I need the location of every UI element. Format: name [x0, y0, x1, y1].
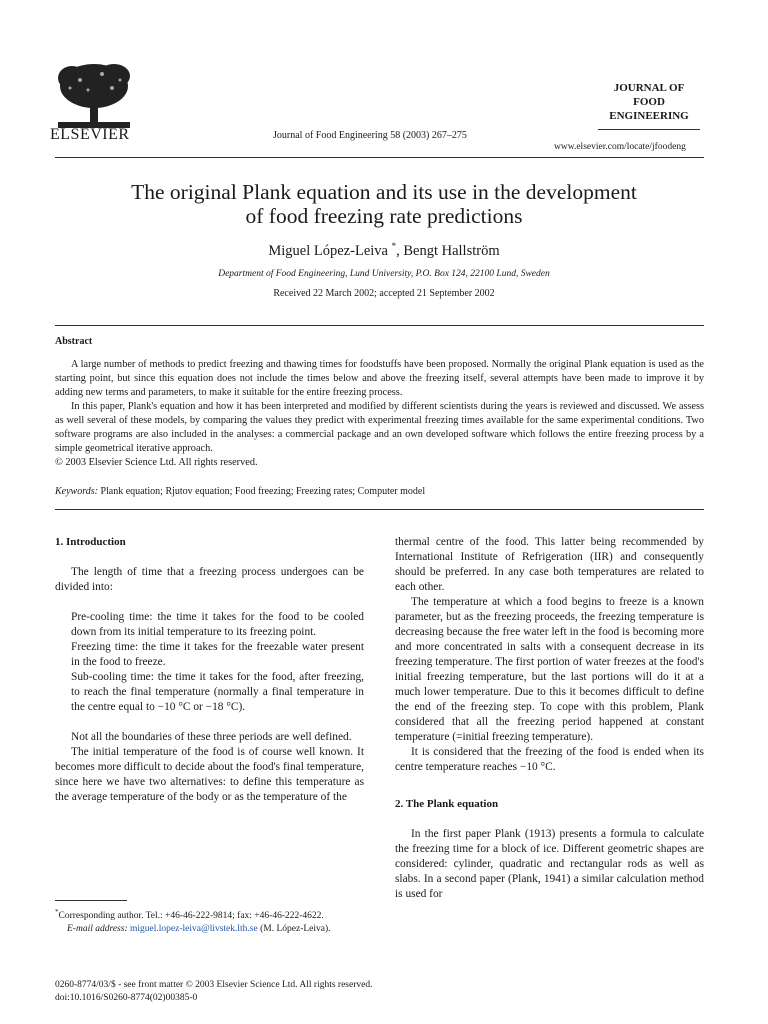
- list-item: Pre-cooling time: the time it takes for the food to be cooled down from its initial temperature to its freezing point.: [71, 611, 364, 638]
- section-heading-plank-equation: 2. The Plank equation: [395, 798, 499, 810]
- body-paragraph: In the first paper Plank (1913) presents a formula to calculate the freezing time for a block of ice. Different geometric shapes are considered: cylinder, quadratic and rectangular rods as well as slabs. In a second paper (Plank, 1941) a similar calculation method is used for: [395, 828, 704, 900]
- email-owner: (M. López-Leiva).: [257, 924, 331, 935]
- received-dates: Received 22 March 2002; accepted 21 September 2002: [273, 288, 495, 299]
- journal-name: [600, 81, 698, 123]
- abstract-body: [55, 358, 704, 470]
- article-title-line: The original Plank equation and its use in the development: [131, 180, 637, 204]
- footnote: [55, 906, 364, 936]
- right-column: [395, 535, 704, 902]
- author-name: Miguel López-Leiva: [268, 242, 388, 259]
- author-affiliation: Department of Food Engineering, Lund University, P.O. Box 124, 22100 Lund, Sweden: [218, 269, 550, 279]
- abstract-bottom-rule: [55, 509, 704, 510]
- publisher-name: ELSEVIER: [50, 126, 130, 143]
- body-paragraph: The initial temperature of the food is of course well known. It becomes more difficult to decide about the food's final temperature, since here we have two alternatives: to define this temperature as the average temperature of the body or as the temperature of the: [55, 746, 364, 803]
- elsevier-tree-logo: [52, 60, 136, 132]
- abstract-top-rule: [55, 325, 704, 326]
- header-rule: [55, 157, 704, 158]
- corresponding-author-mark[interactable]: *: [391, 241, 397, 251]
- list-item: Sub-cooling time: the time it takes for the food, after freezing, to reach the final temperature (normally a final temperature in the centre equal to −10 °C or −18 °C).: [71, 671, 364, 713]
- email-label: E-mail address:: [67, 924, 128, 935]
- keywords-label: Keywords:: [55, 486, 98, 497]
- body-paragraph: Not all the boundaries of these three periods are well defined.: [71, 731, 352, 743]
- footnote-mark: *: [55, 908, 59, 916]
- abstract-heading: Abstract: [55, 336, 93, 347]
- body-paragraph: It is considered that the freezing of the food is ended when its centre temperature reaches −10 °C.: [395, 746, 704, 773]
- section-heading-introduction: 1. Introduction: [55, 536, 126, 548]
- journal-citation: Journal of Food Engineering 58 (2003) 267–275: [273, 130, 467, 141]
- email-line: [55, 923, 364, 936]
- email-link[interactable]: miguel.lopez-leiva@livstek.lth.se: [129, 924, 258, 935]
- body-paragraph: thermal centre of the food. This latter being recommended by International Institute of Refrigeration (IIR) and consequently should be preferred. In any case both temperatures are related to each other.: [395, 536, 704, 593]
- author-list: [60, 241, 708, 260]
- body-paragraph: The length of time that a freezing process undergoes can be divided into:: [55, 566, 364, 593]
- corresponding-author-note: *Corresponding author. Tel.: +46-46-222-9814; fax: +46-46-222-4622.: [55, 908, 324, 922]
- journal-name-rule: [598, 129, 700, 130]
- front-matter-line: 0260-8774/03/$ - see front matter © 2003 Elsevier Science Ltd. All rights reserved.: [55, 980, 373, 990]
- article-title: [60, 180, 708, 228]
- footnote-rule: [55, 900, 127, 901]
- keywords: [55, 486, 425, 497]
- page-footer: [55, 979, 372, 1005]
- journal-name-line: ENGINEERING: [609, 110, 689, 122]
- body-paragraph: The temperature at which a food begins to freeze is a known parameter, but as the freezing proceeds, the freezing temperature is decreasing because the free water left in the food is becoming more and more concentrated in salts with a consequent decrease in its freezing temperature. The first portion of water freezes at the food's initial freezing temperature, but the last portions will do it at a much lower temperature. Due to this it becomes difficult to define the end of the freezing step. To cope with this problem, Plank considered that all the freezing period happened at constant temperature (=initial freezing temperature).: [395, 596, 704, 743]
- article-title-line: of food freezing rate predictions: [245, 204, 523, 228]
- abstract-paragraph: In this paper, Plank's equation and how it has been interpreted and modified by different scientists during the years is reviewed and discussed. We assess as well several of these models, by comparing the values they predict with experimental freezing times available for the same experimental conditions. Two software programs are also included in the analyses: a commercial package and an own developed software which follows the entire freezing process by a simple geometrical iterative approach.: [55, 401, 704, 454]
- abstract-paragraph: A large number of methods to predict freezing and thawing times for foodstuffs have been proposed. Normally the original Plank equation is used as the starting point, but since this equation does not include the times below and above the freezing itself, several attempts have been made to improve it by adding new terms and parameters, to make it suitable for the entire freezing process.: [55, 359, 704, 398]
- left-column: [55, 535, 364, 805]
- keywords-text: Plank equation; Rjutov equation; Food freezing; Freezing rates; Computer model: [100, 486, 426, 497]
- journal-name-line: FOOD: [633, 96, 665, 108]
- list-item: Freezing time: the time it takes for the freezable water present in the food to freeze.: [71, 641, 364, 668]
- author-name: , Bengt Hallström: [396, 242, 500, 259]
- journal-name-line: JOURNAL OF: [613, 82, 685, 94]
- journal-url-link[interactable]: www.elsevier.com/locate/jfoodeng: [554, 142, 686, 152]
- doi-line: doi:10.1016/S0260-8774(02)00385-0: [55, 993, 198, 1003]
- copyright-notice: © 2003 Elsevier Science Ltd. All rights reserved.: [55, 457, 258, 468]
